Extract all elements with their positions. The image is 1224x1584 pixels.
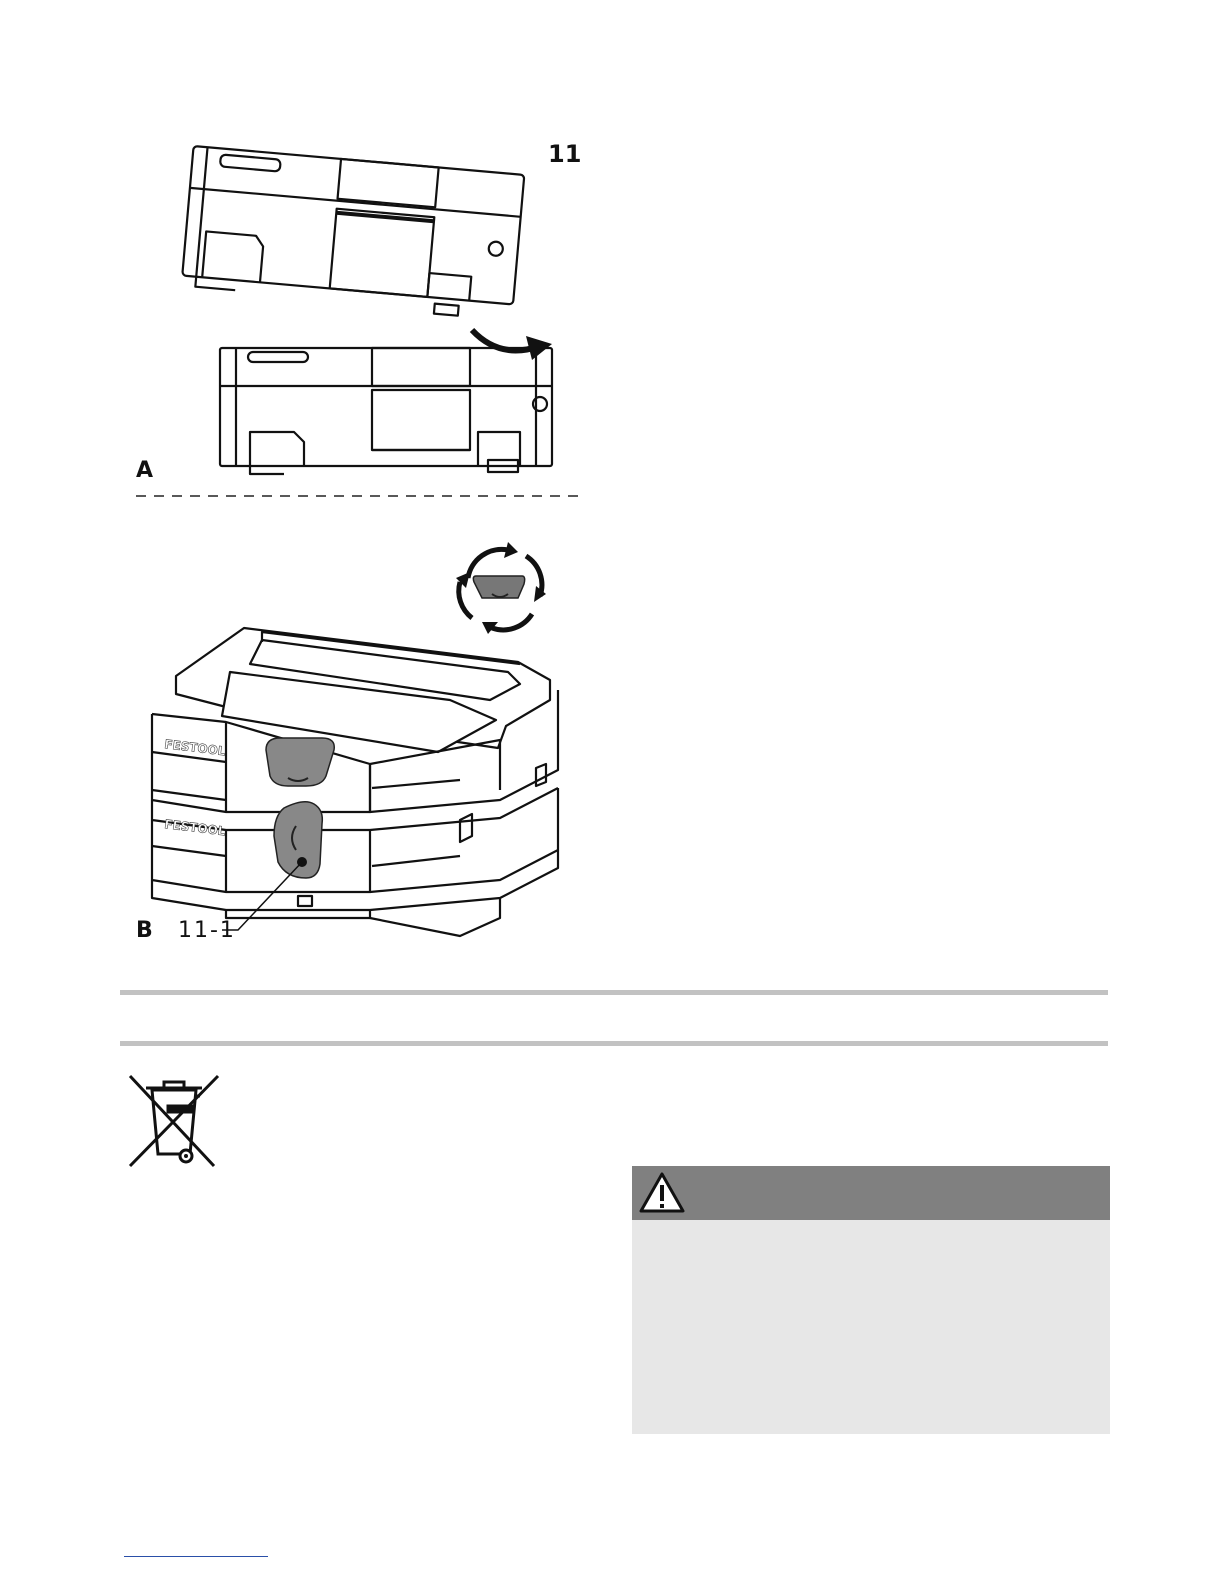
section-rule-top	[120, 990, 1108, 995]
figure-number: 11	[548, 140, 582, 168]
footer-link[interactable]	[124, 1556, 268, 1557]
callout-11-1: 11-1	[178, 918, 236, 943]
section-rule-bottom	[120, 1041, 1108, 1046]
warning-triangle-icon	[638, 1171, 686, 1215]
warning-box-body	[632, 1220, 1110, 1434]
lid-brand-upper: FESTOOL	[163, 737, 227, 759]
lid-brand-lower: FESTOOL	[163, 817, 227, 839]
panel-b-label: B	[136, 918, 153, 943]
warning-box-header	[632, 1166, 1110, 1220]
panel-a-label: A	[136, 458, 154, 483]
crossed-out-wheelie-bin-icon	[124, 1072, 224, 1176]
